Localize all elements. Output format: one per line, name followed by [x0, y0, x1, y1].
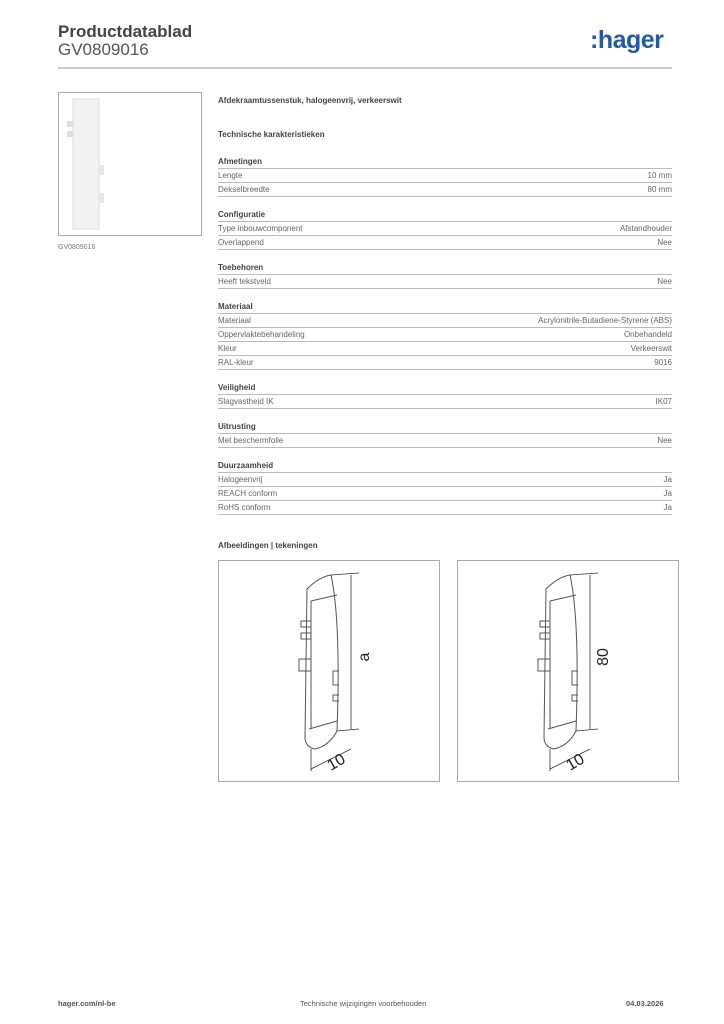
- spec-label: RAL-kleur: [218, 358, 254, 367]
- spec-label: Overlappend: [218, 238, 264, 247]
- footer-disclaimer: Technische wijzigingen voorbehouden: [300, 999, 427, 1008]
- spec-label: Halogeenvrij: [218, 475, 263, 484]
- section-heading: Duurzaamheid: [218, 460, 672, 473]
- spec-label: Dekselbreedte: [218, 185, 270, 194]
- spec-value: Verkeerswit: [630, 344, 672, 353]
- hager-logo: :hager: [590, 26, 664, 54]
- spec-label: Lengte: [218, 171, 243, 180]
- spec-label: REACH conform: [218, 489, 278, 498]
- product-thumbnail: [58, 92, 202, 236]
- spec-row: [218, 487, 672, 501]
- spec-label: Materiaal: [218, 316, 251, 325]
- spec-section: [218, 460, 672, 515]
- part-outline: [538, 575, 578, 749]
- spec-label: Type inbouwcomponent: [218, 224, 303, 233]
- part-outline: [299, 575, 339, 749]
- height-dimension-label: a: [356, 652, 373, 662]
- spec-row: [218, 356, 672, 370]
- spec-label: Heeft tekstveld: [218, 277, 271, 286]
- spec-row: [218, 501, 672, 515]
- spec-row: [218, 169, 672, 183]
- spec-value: Ja: [663, 489, 672, 498]
- spec-value: Acrylonitrile-Butadiene-Styrene (ABS): [538, 316, 672, 325]
- drawing-80mm: [457, 560, 679, 782]
- spec-label: Slagvastheid IK: [218, 397, 274, 406]
- spec-row: [218, 342, 672, 356]
- spec-section: [218, 382, 672, 409]
- product-description: Afdekraamtussenstuk, halogeenvrij, verkeerswit: [218, 96, 402, 105]
- spec-label: Met beschermfolie: [218, 436, 284, 445]
- spec-row: [218, 222, 672, 236]
- spec-section: [218, 301, 672, 370]
- spec-section: [218, 209, 672, 250]
- spec-label: RoHS conform: [218, 503, 271, 512]
- spec-value: Ja: [663, 503, 672, 512]
- section-heading: Configuratie: [218, 209, 672, 222]
- header-divider: [58, 67, 672, 69]
- product-image: [59, 93, 201, 235]
- footer-date: 04.03.2026: [626, 999, 664, 1008]
- product-code: GV0809016: [58, 40, 149, 59]
- thumbnail-caption: GV0809016: [58, 244, 96, 251]
- section-heading: Uitrusting: [218, 421, 672, 434]
- images-heading: Afbeeldingen | tekeningen: [218, 541, 318, 550]
- spec-value: Nee: [657, 277, 672, 286]
- drawing-generic: [218, 560, 440, 782]
- width-dimension-label: 10: [324, 750, 349, 775]
- spec-content: [218, 96, 672, 550]
- spec-row: [218, 236, 672, 250]
- spec-value: Nee: [657, 238, 672, 247]
- spec-row: [218, 275, 672, 289]
- spec-value: Ja: [663, 475, 672, 484]
- spec-row: [218, 328, 672, 342]
- height-dimension-label: 80: [595, 648, 612, 666]
- spec-section: [218, 421, 672, 448]
- spec-row: [218, 395, 672, 409]
- spec-row: [218, 434, 672, 448]
- spec-value: 9016: [654, 358, 672, 367]
- width-dimension-label: 10: [563, 750, 588, 775]
- section-heading: Materiaal: [218, 301, 672, 314]
- section-heading: Toebehoren: [218, 262, 672, 275]
- spec-value: Nee: [657, 436, 672, 445]
- spec-section: [218, 156, 672, 197]
- page-title: Productdatablad: [58, 22, 193, 41]
- section-heading: Afmetingen: [218, 156, 672, 169]
- tech-heading: Technische karakteristieken: [218, 130, 325, 139]
- spec-section: [218, 262, 672, 289]
- spec-row: [218, 183, 672, 197]
- spec-label: Oppervlaktebehandeling: [218, 330, 305, 339]
- section-heading: Veiligheid: [218, 382, 672, 395]
- spec-label: Kleur: [218, 344, 237, 353]
- spec-value: Afstandhouder: [619, 224, 672, 233]
- spec-row: [218, 314, 672, 328]
- spec-value: 80 mm: [647, 185, 672, 194]
- spec-row: [218, 473, 672, 487]
- spec-value: IK07: [655, 397, 672, 406]
- footer-website[interactable]: hager.com/nl-be: [58, 999, 116, 1008]
- spec-value: Onbehandeld: [623, 330, 672, 339]
- spec-value: 10 mm: [647, 171, 672, 180]
